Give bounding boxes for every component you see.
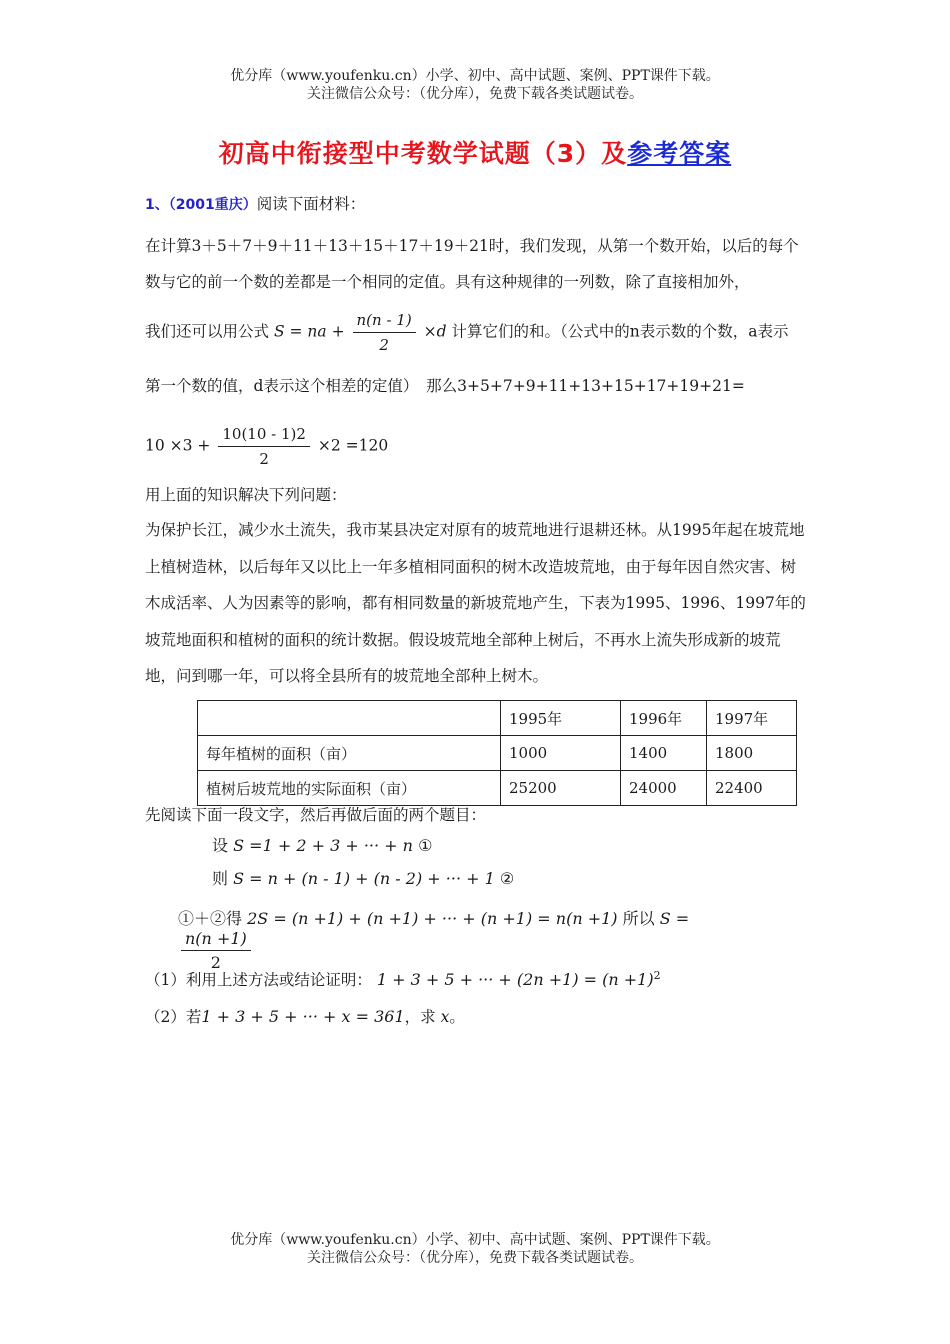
part1-equation: 1 + 3 + 5 + ··· + (2n +1) = (n +1) [376,970,654,989]
so-denominator: 2 [210,953,221,972]
table-cell: 24000 [621,771,707,806]
q1-paragraph-4: 为保护长江，减少水土流失，我市某县决定对原有的坡荒地进行退耕还林。从1995年起在坡荒地上植树造林，以后每年又以比上一年多植相同面积的树木改造坡荒地，由于每年因自然灾害、树木成活率、人为因素等的影响，都有相同数量的新坡荒地产生，下表为1995、1996、1997年的坡荒地面积和植树的面积的统计数据。假设坡荒地全部种上树后，不再水上流失形成新的坡荒地，问到哪一年，可以将全县所有的坡荒地全部种上树木。 [145,521,806,685]
title-main: 初高中衔接型中考数学试题（3）及 [218,139,628,168]
q2-part-2 [145,1005,465,1027]
part2-mid: ，求 [404,1008,436,1026]
formula-suffix: 计算它们的和。（公式中的n表示数的个数，a表示 [451,322,789,341]
formula-numerator: n(n - 1) [353,310,416,333]
so-fraction [181,929,251,972]
calc-rhs: ×2 =120 [317,436,389,455]
q1-calc-line [145,424,810,469]
q2-sum-line [178,906,738,972]
part2-variable: x [440,1008,450,1026]
part2-equation: 1 + 3 + 5 + ··· + x = 361 [201,1007,405,1026]
header-line-2: 关注微信公众号：（优分库），免费下载各类试题试卷。 [307,86,643,102]
set-equation: S =1 + 2 + 3 + ··· + n [233,836,413,855]
q1-formula-line [145,310,810,355]
q2-part-1 [145,968,661,990]
calc-numerator: 10(10 - 1)2 [218,424,310,447]
calc-fraction [218,424,310,469]
table-cell: 22400 [707,771,797,806]
table-cell: 1000 [501,736,621,771]
formula-fraction [353,310,416,355]
sum-equation: 2S = (n +1) + (n +1) + ··· + (n +1) = n(n +1) [247,909,618,928]
formula-tail: ×d [423,322,447,341]
table-row [198,771,797,806]
part2-end: 。 [449,1008,465,1026]
q1-paragraph-3: 用上面的知识解决下列问题： [145,486,347,504]
so-lhs: S = [659,909,690,928]
set-label: 设 [212,836,229,855]
footer-line-2: 关注微信公众号：（优分库），免费下载各类试题试卷。 [307,1250,643,1266]
q1-paragraph-2: 第一个数的值，d表示这个相差的定值） 那么3+5+7+9+11+13+15+17+19+21= [145,377,745,395]
then-mark: ② [499,869,515,888]
q2-then-line [212,866,514,889]
q2-set-line [212,833,432,856]
table-cell: 植树后坡荒地的实际面积（亩） [198,771,501,806]
title-answer-link[interactable]: 参考答案 [627,139,732,168]
q1-paragraph-1: 在计算3＋5＋7＋9＋11＋13＋15＋17＋19＋21时，我们发现，从第一个数开始，以后的每个数与它的前一个数的差都是一个相同的定值。具有这种规律的一列数，除了直接相加外， [145,237,799,291]
table-cell: 1400 [621,736,707,771]
part1-exponent: 2 [653,968,661,982]
page-title [0,134,950,170]
formula-denominator: 2 [379,336,389,354]
q2-intro: 先阅读下面一段文字，然后再做后面的两个题目： [145,806,487,824]
q1-label: 1、（2001重庆） [145,197,257,213]
q1-intro: 阅读下面材料： [256,195,366,213]
set-mark: ① [418,836,433,855]
part2-label: （2）若 [145,1008,202,1026]
table-header-cell: 1997年 [707,701,797,736]
table-row [198,736,797,771]
sum-label: ①＋②得 [178,909,243,928]
table-header-cell: 1995年 [501,701,621,736]
table-header-row [198,701,797,736]
then-label: 则 [212,869,229,888]
table-cell: 25200 [501,771,621,806]
header-line-1: 优分库（www.youfenku.cn）小学、初中、高中试题、案例、PPT课件下载。 [230,68,720,84]
footer-line-1: 优分库（www.youfenku.cn）小学、初中、高中试题、案例、PPT课件下载。 [230,1232,720,1248]
then-equation: S = n + (n - 1) + (n - 2) + ··· + 1 [233,869,495,888]
q1-heading [145,194,810,215]
so-label: 所以 [622,909,655,928]
table-cell: 每年植树的面积（亩） [198,736,501,771]
so-numerator: n(n +1) [181,929,251,951]
formula-prefix: 我们还可以用公式 [145,322,270,341]
calc-denominator: 2 [259,450,269,468]
table-cell: 1800 [707,736,797,771]
part1-label: （1）利用上述方法或结论证明： [145,971,372,989]
statistics-table [197,700,797,806]
table-header-cell [198,701,501,736]
calc-lhs: 10 ×3 + [145,436,211,455]
table-header-cell: 1996年 [621,701,707,736]
formula-lhs: S = na + [273,322,345,341]
